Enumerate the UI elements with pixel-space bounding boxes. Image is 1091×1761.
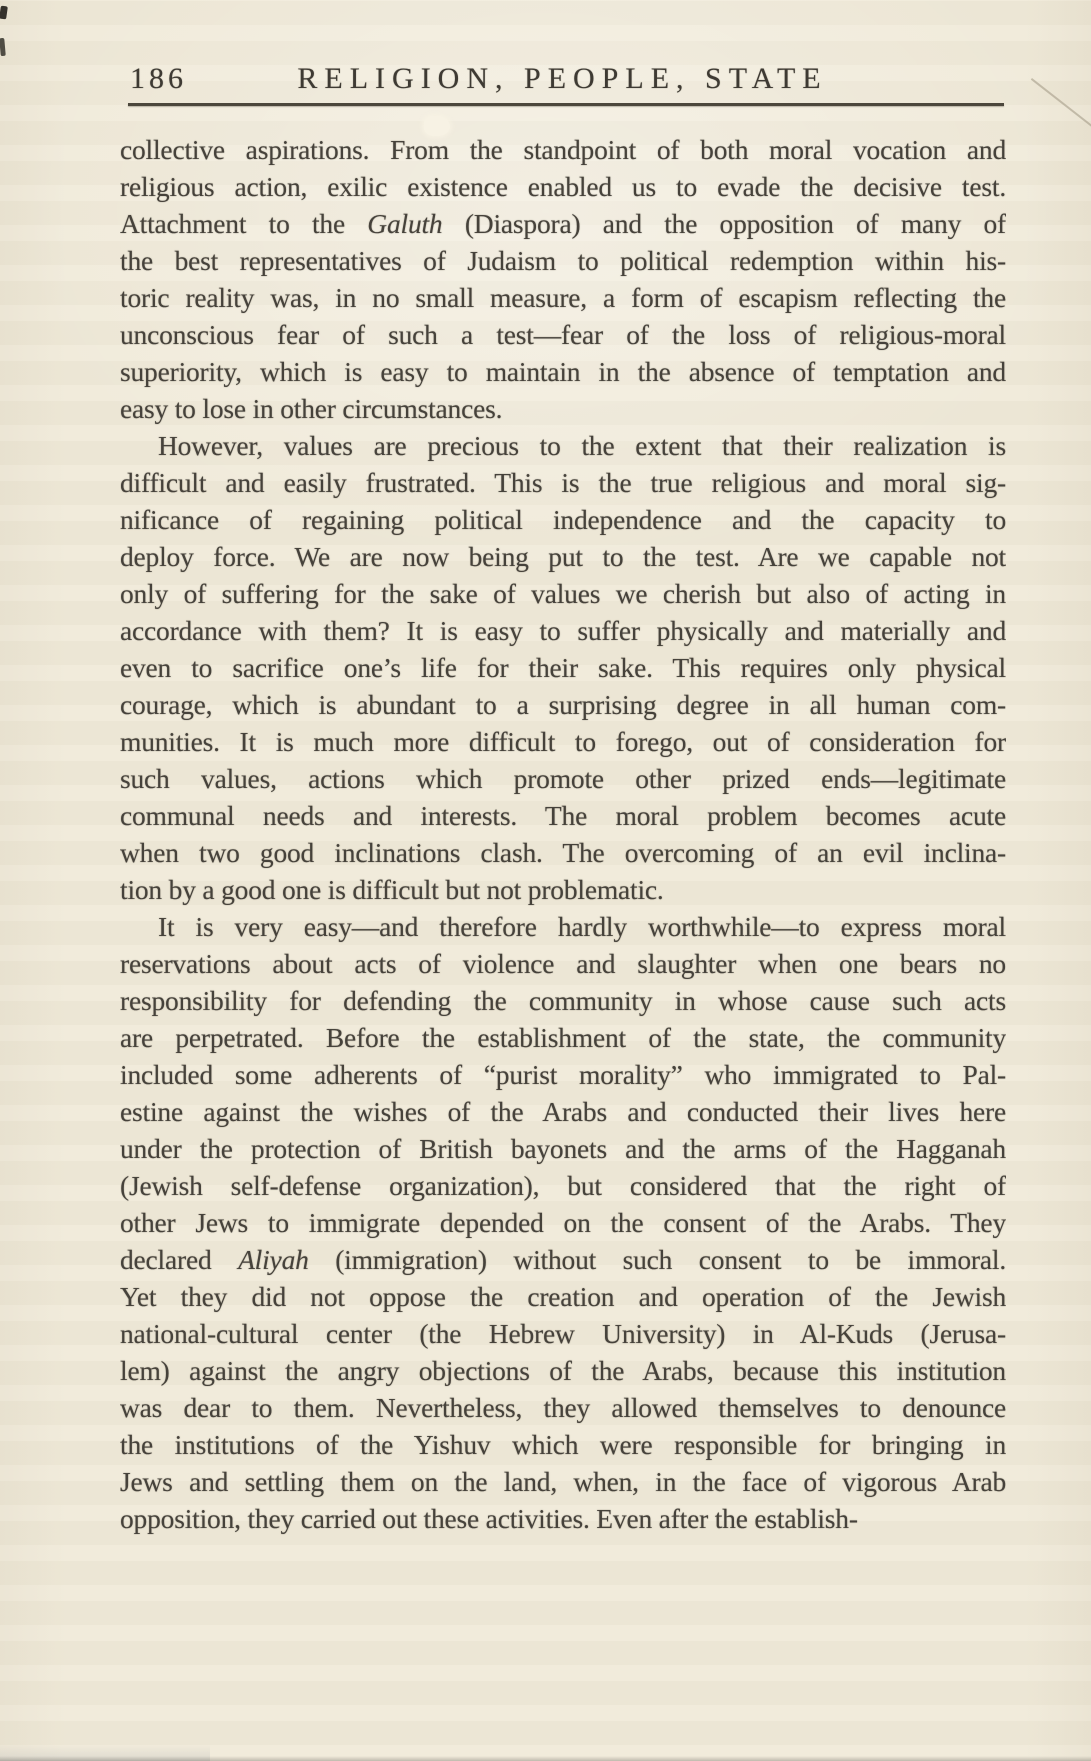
- text-line: declared Aliyah (immigration) without such consent to be immoral.: [120, 1244, 1006, 1275]
- text-line: collective aspirations. From the standpoint of both moral vocation and: [120, 134, 1006, 165]
- scan-speck-icon: [0, 6, 8, 20]
- text-line: reservations about acts of violence and slaughter when one bears no: [120, 948, 1006, 979]
- text-line: opposition, they carried out these activities. Even after the establish-: [120, 1503, 858, 1534]
- header-rule: [128, 103, 1004, 106]
- text-line: deploy force. We are now being put to the test. Are we capable not: [120, 541, 1006, 572]
- text-line: when two good inclinations clash. The overcoming of an evil inclina-: [120, 837, 1006, 868]
- body-text: [120, 131, 1006, 1537]
- text-line: the best representatives of Judaism to political redemption within his-: [120, 245, 1006, 276]
- text-line: Yet they did not oppose the creation and operation of the Jewish: [120, 1281, 1006, 1312]
- text-line: religious action, exilic existence enabled us to evade the decisive test.: [120, 171, 1006, 202]
- paragraph: [120, 908, 1006, 1537]
- text-line: toric reality was, in no small measure, a form of escapism reflecting the: [120, 282, 1006, 313]
- text-line: included some adherents of “purist morality” who immigrated to Pal-: [120, 1059, 1006, 1090]
- text-line: lem) against the angry objections of the Arabs, because this institution: [120, 1355, 1006, 1386]
- text-line: Attachment to the Galuth (Diaspora) and the opposition of many of: [120, 208, 1006, 239]
- text-line: unconscious fear of such a test—fear of the loss of religious-moral: [120, 319, 1006, 350]
- text-line: responsibility for defending the community in whose cause such acts: [120, 985, 1006, 1016]
- text-line: other Jews to immigrate depended on the consent of the Arabs. They: [120, 1207, 1006, 1238]
- text-line: accordance with them? It is easy to suffer physically and materially and: [120, 615, 1006, 646]
- text-line: difficult and easily frustrated. This is the true religious and moral sig-: [120, 467, 1006, 498]
- text-line: national-cultural center (the Hebrew University) in Al-Kuds (Jerusa-: [120, 1318, 1006, 1349]
- text-line: munities. It is much more difficult to forego, out of consideration for: [120, 726, 1006, 757]
- text-line: under the protection of British bayonets and the arms of the Hagganah: [120, 1133, 1006, 1164]
- text-line: tion by a good one is difficult but not problematic.: [120, 874, 664, 905]
- text-line: easy to lose in other circumstances.: [120, 393, 503, 424]
- text-line: such values, actions which promote other prized ends—legitimate: [120, 763, 1006, 794]
- text-line: estine against the wishes of the Arabs and conducted their lives here: [120, 1096, 1006, 1127]
- page-number: 186: [130, 62, 187, 95]
- text-line: It is very easy—and therefore hardly worthwhile—to express moral: [158, 911, 1006, 942]
- scan-speck-icon: [0, 38, 6, 56]
- text-line: (Jewish self-defense organization), but considered that the right of: [120, 1170, 1006, 1201]
- text-line: Jews and settling them on the land, when, in the face of vigorous Arab: [120, 1466, 1006, 1497]
- text-line: superiority, which is easy to maintain in the absence of temptation and: [120, 356, 1006, 387]
- paper-crease: [1031, 78, 1091, 133]
- text-line: However, values are precious to the extent that their realization is: [158, 430, 1006, 461]
- running-header: [120, 62, 1005, 102]
- paragraph: [120, 427, 1006, 908]
- paragraph: [120, 131, 1006, 427]
- text-line: nificance of regaining political independence and the capacity to: [120, 504, 1006, 535]
- page-bottom-shadow: [0, 1756, 1091, 1761]
- text-line: the institutions of the Yishuv which were responsible for bringing in: [120, 1429, 1006, 1460]
- text-line: are perpetrated. Before the establishment of the state, the community: [120, 1022, 1006, 1053]
- text-line: was dear to them. Nevertheless, they allowed themselves to denounce: [120, 1392, 1006, 1423]
- text-line: communal needs and interests. The moral problem becomes acute: [120, 800, 1006, 831]
- text-line: courage, which is abundant to a surprising degree in all human com-: [120, 689, 1006, 720]
- text-line: even to sacrifice one’s life for their sake. This requires only physical: [120, 652, 1006, 683]
- text-line: only of suffering for the sake of values we cherish but also of acting in: [120, 578, 1006, 609]
- running-head-title: RELIGION, PEOPLE, STATE: [297, 62, 828, 95]
